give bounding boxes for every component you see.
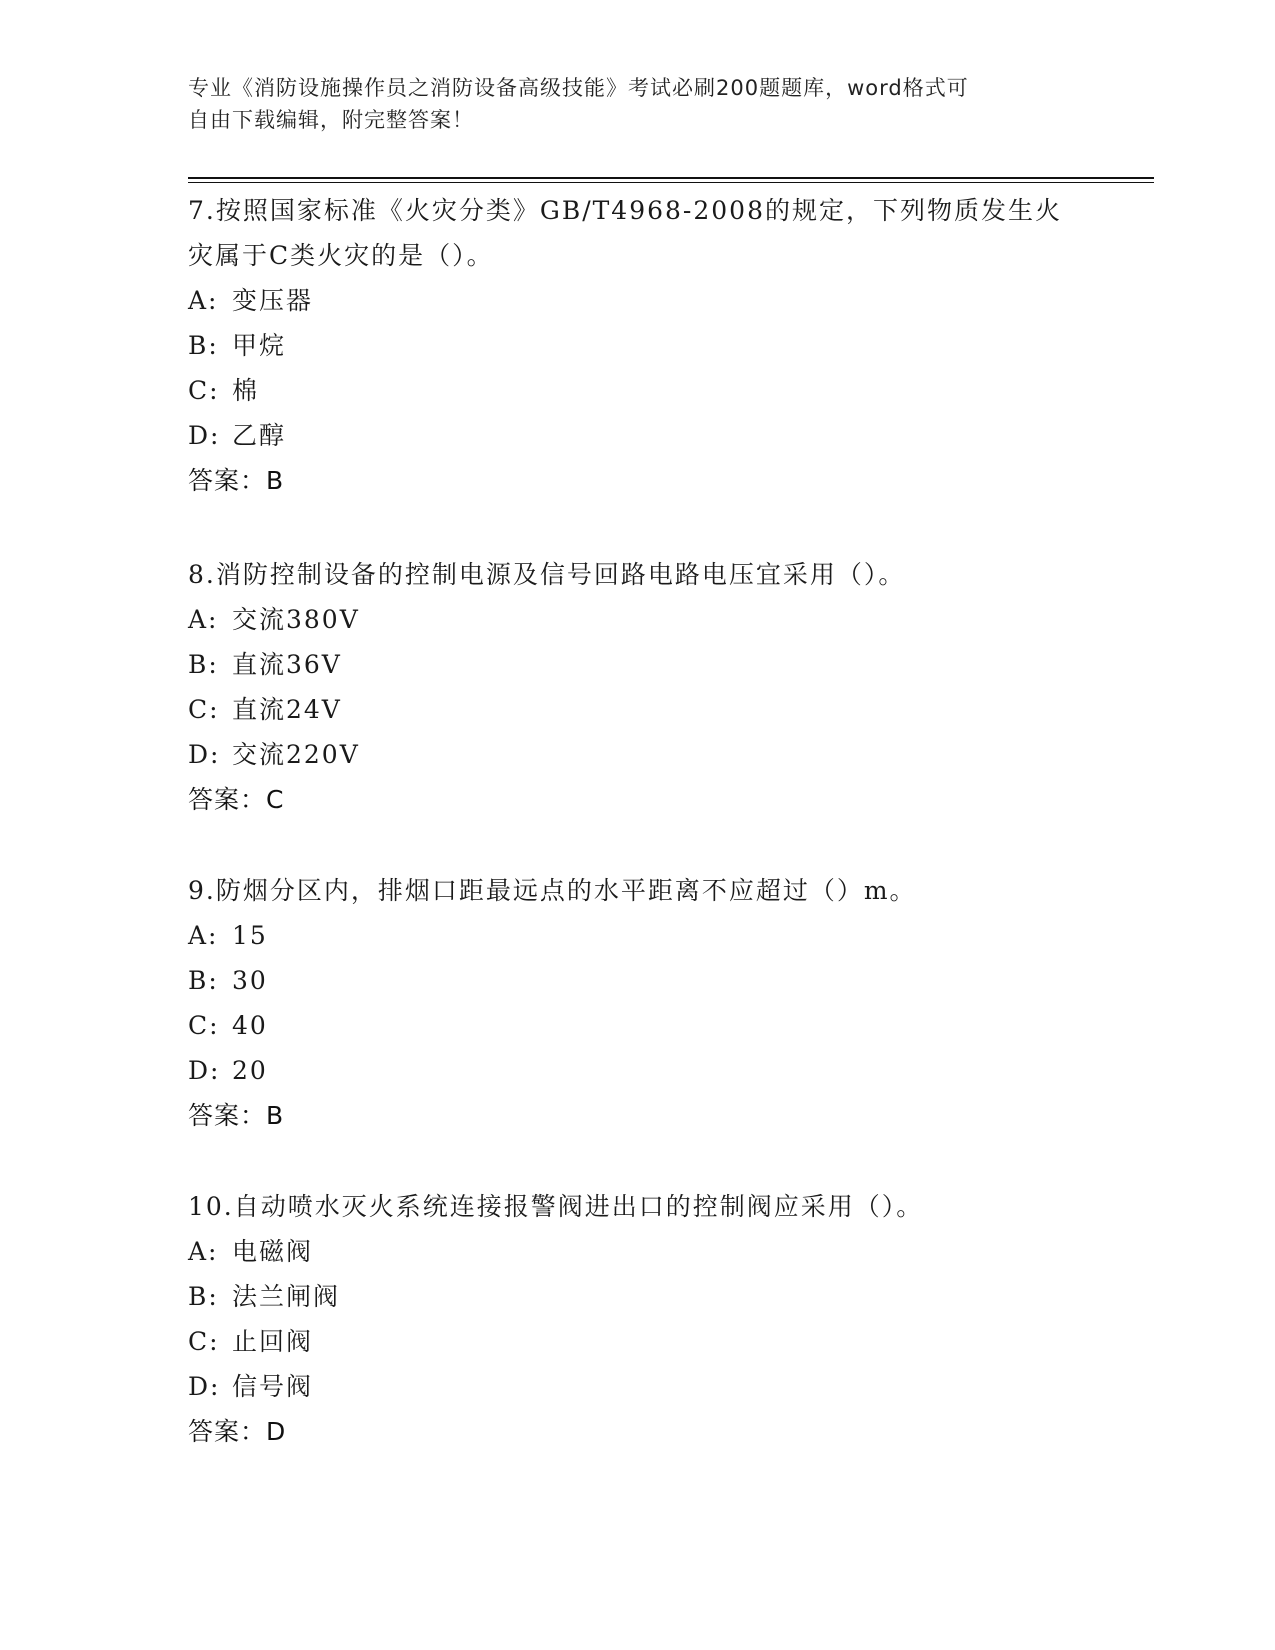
option-key: A: [188, 605, 219, 634]
option-c [188, 687, 1088, 732]
option-text: 甲烷 [232, 331, 287, 360]
header-divider-thick [188, 177, 1154, 179]
question-stem: 9.防烟分区内，排烟口距最远点的水平距离不应超过（）m。 [188, 876, 917, 905]
answer-line: 答案：C [188, 785, 285, 814]
option-key: B: [188, 966, 219, 995]
option-text: 直流24V [232, 695, 342, 724]
option-key: D: [188, 1372, 221, 1401]
option-d [188, 413, 1088, 458]
option-b [188, 958, 1088, 1003]
option-text: 15 [232, 921, 268, 950]
answer-line: 答案：B [188, 466, 285, 495]
question-stem-continued: 灾属于C类火灾的是（）。 [188, 241, 494, 270]
answer-line: 答案：B [188, 1101, 285, 1130]
option-key: D: [188, 421, 221, 450]
option-text: 直流36V [232, 650, 342, 679]
option-b [188, 642, 1088, 687]
option-d [188, 1364, 1088, 1409]
option-text: 止回阀 [232, 1327, 314, 1356]
option-b [188, 323, 1088, 368]
option-text: 20 [232, 1056, 268, 1085]
option-text: 电磁阀 [232, 1237, 314, 1266]
option-text: 棉 [232, 376, 260, 405]
option-text: 乙醇 [232, 421, 287, 450]
option-c [188, 368, 1088, 413]
option-c [188, 1003, 1088, 1048]
option-text: 交流380V [232, 605, 360, 634]
question-7 [188, 188, 1088, 503]
option-d [188, 1048, 1088, 1093]
document-header [188, 72, 1068, 136]
option-a [188, 597, 1088, 642]
header-line-1: 专业《消防设施操作员之消防设备高级技能》考试必刷200题题库，word格式可 [188, 76, 969, 100]
option-text: 法兰闸阀 [232, 1282, 341, 1311]
option-key: D: [188, 740, 221, 769]
option-key: B: [188, 1282, 219, 1311]
option-b [188, 1274, 1088, 1319]
option-c [188, 1319, 1088, 1364]
option-key: A: [188, 921, 219, 950]
question-stem: 8.消防控制设备的控制电源及信号回路电路电压宜采用（）。 [188, 560, 906, 589]
answer-line: 答案：D [188, 1417, 287, 1446]
question-stem: 10.自动喷水灭火系统连接报警阀进出口的控制阀应采用（）。 [188, 1192, 924, 1221]
header-line-2: 自由下载编辑，附完整答案！ [188, 108, 474, 132]
question-10 [188, 1184, 1088, 1454]
option-key: D: [188, 1056, 221, 1085]
option-key: B: [188, 650, 219, 679]
option-key: C: [188, 695, 220, 724]
option-a [188, 1229, 1088, 1274]
option-text: 变压器 [232, 286, 314, 315]
option-d [188, 732, 1088, 777]
option-text: 交流220V [232, 740, 360, 769]
option-a [188, 913, 1088, 958]
question-8 [188, 552, 1088, 822]
option-key: C: [188, 1327, 220, 1356]
option-key: A: [188, 286, 219, 315]
option-key: C: [188, 376, 220, 405]
option-text: 40 [232, 1011, 268, 1040]
question-stem: 7.按照国家标准《火灾分类》GB/T4968-2008的规定，下列物质发生火 [188, 196, 1062, 225]
option-key: A: [188, 1237, 219, 1266]
header-divider-thin [188, 182, 1154, 183]
option-a [188, 278, 1088, 323]
option-key: B: [188, 331, 219, 360]
question-9 [188, 868, 1088, 1138]
option-key: C: [188, 1011, 220, 1040]
option-text: 信号阀 [232, 1372, 314, 1401]
option-text: 30 [232, 966, 268, 995]
